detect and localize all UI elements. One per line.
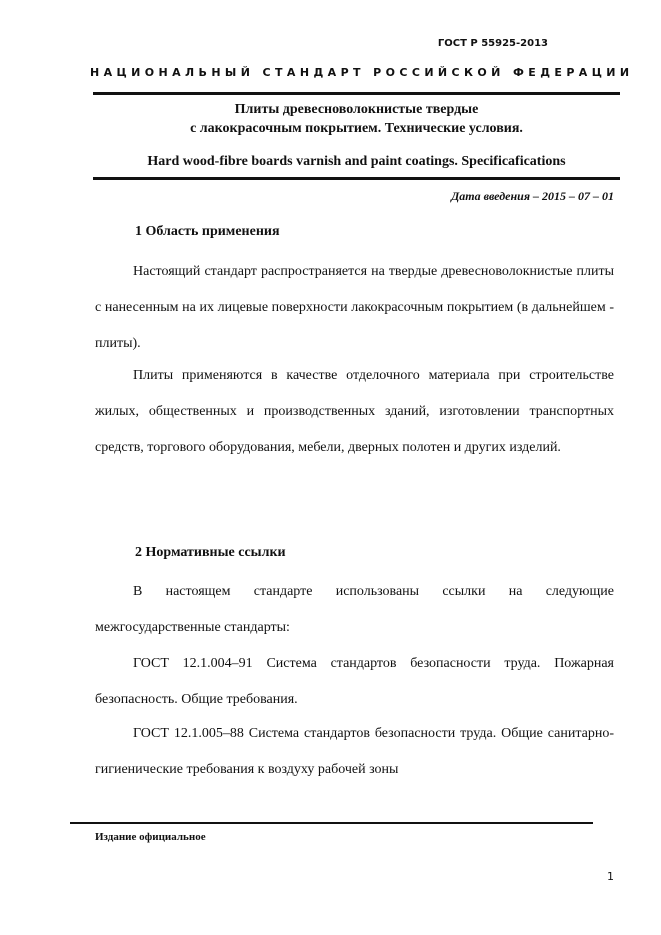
doc-code: ГОСТ Р 55925-2013: [437, 38, 548, 49]
title-ru-line-1: Плиты древесноволокнистые твердые: [234, 102, 479, 117]
national-standard-title: НАЦИОНАЛЬНЫЙ СТАНДАРТ РОССИЙСКОЙ ФЕДЕРАЦИИ: [90, 66, 634, 79]
title-divider: [93, 177, 620, 180]
section-heading-references: 2 Нормативные ссылки: [135, 545, 286, 560]
intro-date: Дата введения – 2015 – 07 – 01: [451, 189, 614, 203]
section-heading-scope: 1 Область применения: [135, 224, 280, 239]
title-en: Hard wood-fibre boards varnish and paint coatings. Specificafications: [147, 154, 566, 169]
footer-divider: [70, 822, 593, 824]
paragraph: В настоящем стандарте использованы ссылки на следующие межгосударственные стандарты:: [95, 584, 614, 635]
title-ru-line-2: с лакокрасочным покрытием. Технические условия.: [190, 121, 523, 136]
paragraph: ГОСТ 12.1.005–88 Система стандартов безопасности труда. Общие санитарно-гигиенические требования к воздуху рабочей зоны: [95, 726, 614, 777]
paragraph: ГОСТ 12.1.004–91 Система стандартов безопасности труда. Пожарная безопасность. Общие требования.: [95, 656, 614, 707]
edition-label: Издание официальное: [95, 831, 206, 843]
page-number: 1: [607, 870, 614, 883]
paragraph: Плиты применяются в качестве отделочного материала при строительстве жилых, общественных и производственных зданий, изготовлении транспортных средств, торгового оборудования, мебели, дверных полотен и других изделий.: [95, 368, 614, 455]
header-divider: [93, 92, 620, 95]
title-ru: [93, 100, 620, 138]
paragraph: Настоящий стандарт распространяется на твердые древесноволокнистые плиты с нанесенным на их лицевые поверхности лакокрасочным покрытием (в дальнейшем - плиты).: [95, 264, 614, 351]
